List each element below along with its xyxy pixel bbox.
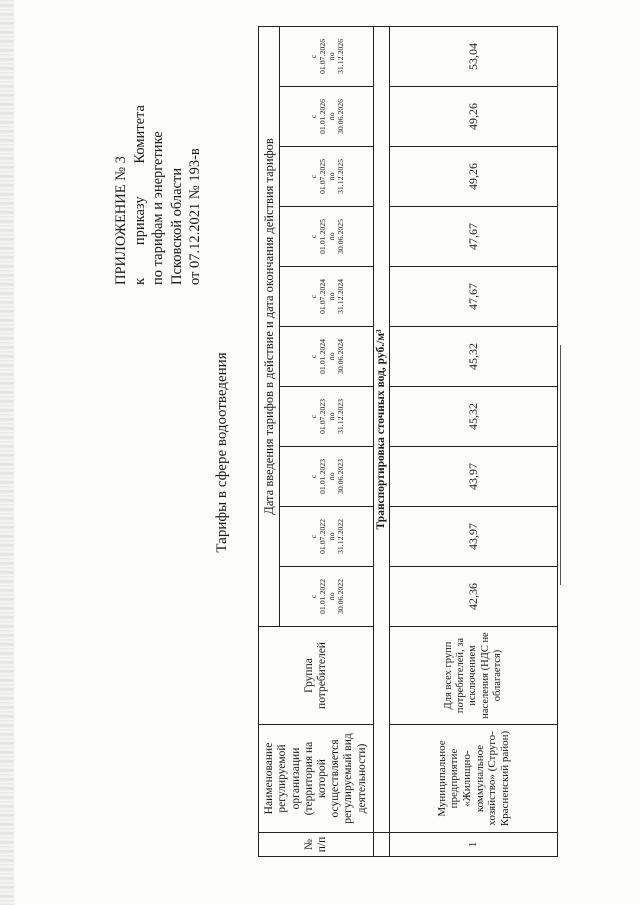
section-title: Транспортировка сточных вод, руб./м³ [374, 26, 390, 832]
header-org: Наименование регулируемой организации (территория на которой осуществляется регулируемый вид деятельности) [259, 725, 374, 833]
period-start: 01.01.2023 [317, 458, 327, 495]
period-header [280, 26, 374, 86]
period-to: по [326, 112, 336, 121]
period-from: с [308, 474, 318, 479]
period-start: 01.07.2022 [317, 518, 327, 555]
period-start: 01.01.2024 [317, 338, 327, 375]
period-from: с [308, 354, 318, 359]
document-title: Тарифы в сфере водоотведения [214, 352, 230, 553]
period-end: 30.06.2023 [335, 458, 345, 495]
period-to: по [326, 232, 336, 241]
period-from: с [308, 234, 318, 239]
tariff-value: 47,67 [390, 267, 558, 327]
appendix-word-committee: Комитета [131, 105, 148, 164]
appendix-block [112, 105, 205, 285]
row-num: 1 [390, 833, 558, 857]
tariff-value: 43,97 [390, 507, 558, 567]
period-end: 30.06.2025 [335, 218, 345, 255]
period-end: 30.06.2024 [335, 338, 345, 375]
period-start: 01.07.2023 [317, 398, 327, 435]
tariff-value: 49,26 [390, 87, 558, 147]
period-end: 31.12.2023 [335, 398, 345, 435]
period-from: с [308, 534, 318, 539]
period-from: с [308, 414, 318, 419]
period-header [280, 207, 374, 267]
signature-line [560, 345, 561, 585]
tariff-value: 43,97 [390, 447, 558, 507]
appendix-word-order: приказу [131, 196, 148, 246]
row-group: Для всех групп потребителей, за исключением населения (НДС не облагается) [390, 627, 558, 725]
period-header [280, 567, 374, 627]
period-to: по [326, 592, 336, 601]
appendix-word-k: к [131, 277, 148, 285]
period-start: 01.01.2026 [317, 98, 327, 135]
tariff-value: 45,32 [390, 387, 558, 447]
period-header [280, 87, 374, 147]
period-start: 01.07.2025 [317, 158, 327, 195]
period-to: по [326, 472, 336, 481]
period-to: по [326, 352, 336, 361]
tariff-value: 42,36 [390, 567, 558, 627]
period-start: 01.07.2024 [317, 278, 327, 315]
period-header [280, 267, 374, 327]
period-header [280, 147, 374, 207]
header-dates-span: Дата введения тарифов в действие и дата окончания действия тарифов [259, 26, 280, 626]
period-to: по [326, 292, 336, 301]
appendix-committee-line: по тарифам и энергетике [150, 131, 166, 285]
row-org: Муниципальное предприятие «Жилищно-коммунальное хозяйство» (Струго-Красненский район) [390, 725, 558, 833]
period-to: по [326, 412, 336, 421]
period-end: 31.12.2025 [335, 158, 345, 195]
period-start: 01.01.2022 [317, 578, 327, 615]
tariff-value: 47,67 [390, 207, 558, 267]
period-end: 31.12.2024 [335, 278, 345, 315]
period-end: 31.12.2026 [335, 38, 345, 74]
period-to: по [326, 172, 336, 181]
period-from: с [308, 54, 318, 59]
appendix-order-line [131, 105, 150, 285]
period-from: с [308, 174, 318, 179]
tariff-table [258, 26, 558, 857]
period-header [280, 327, 374, 387]
period-end: 31.12.2022 [335, 518, 345, 555]
appendix-date-line: от 07.12.2021 № 193-в [187, 148, 203, 285]
period-header [280, 387, 374, 447]
period-from: с [308, 594, 318, 599]
period-end: 30.06.2026 [335, 98, 345, 135]
period-header [280, 447, 374, 507]
section-row [374, 26, 390, 856]
period-header [280, 507, 374, 567]
period-start: 01.07.2026 [317, 38, 327, 74]
period-start: 01.01.2025 [317, 218, 327, 255]
table-row [390, 26, 558, 856]
appendix-region-line: Псковской области [168, 167, 185, 285]
period-from: с [308, 294, 318, 299]
tariff-value: 49,26 [390, 147, 558, 207]
period-to: по [326, 52, 336, 61]
tariff-value: 45,32 [390, 327, 558, 387]
tariff-value: 53,04 [390, 26, 558, 86]
header-num: № п/п [259, 833, 374, 857]
appendix-heading: ПРИЛОЖЕНИЕ № 3 [113, 156, 129, 285]
period-to: по [326, 532, 336, 541]
period-from: с [308, 114, 318, 119]
period-end: 30.06.2022 [335, 578, 345, 615]
header-group: Группа потребителей [259, 627, 374, 725]
header-row-top [259, 26, 280, 856]
